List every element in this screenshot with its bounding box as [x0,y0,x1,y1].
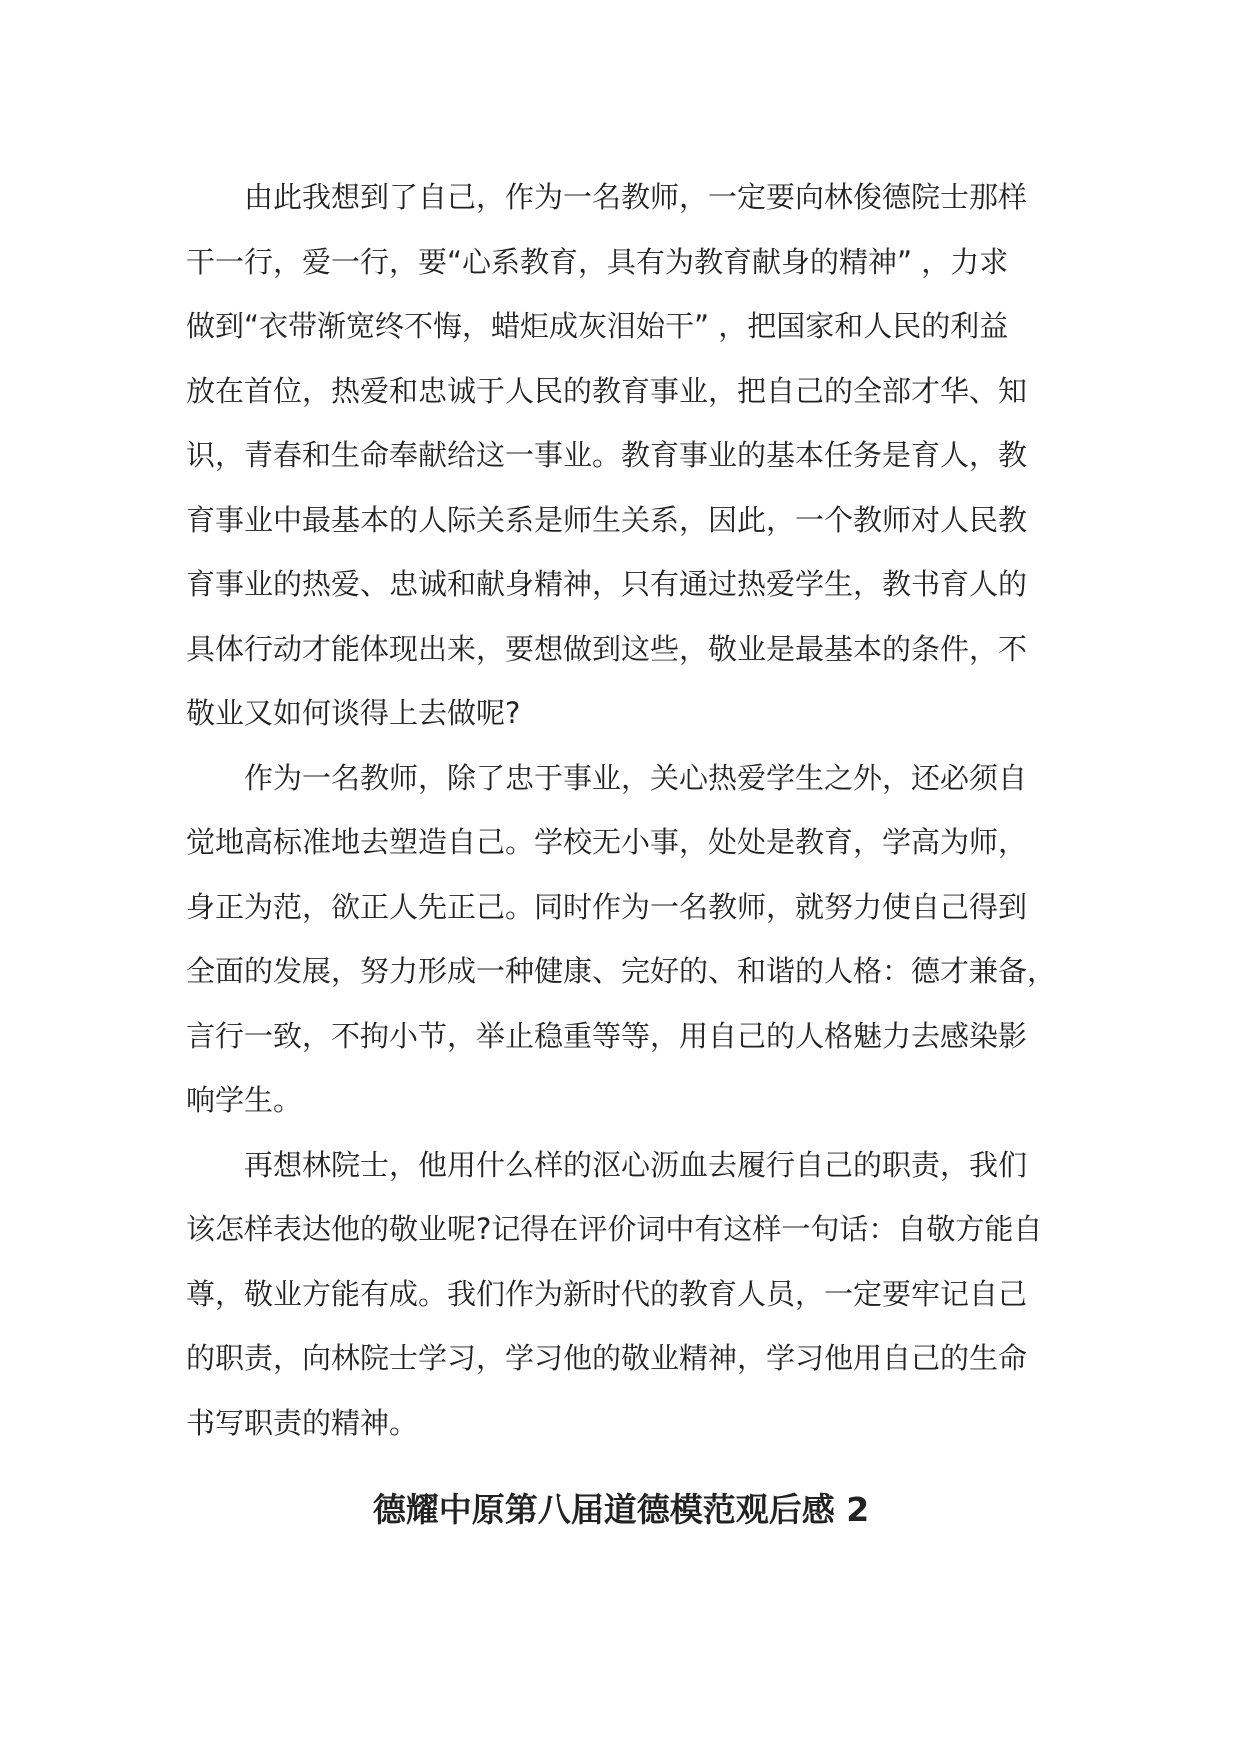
paragraph-line: 由此我想到了自己，作为一名教师，一定要向林俊德院士那样 [244,180,1028,214]
paragraph-line: 识，青春和生命奉献给这一事业。教育事业的基本任务是育人，教 [186,438,1028,472]
paragraph-line: 做到“衣带渐宽终不悔，蜡炬成灰泪始干” ，把国家和人民的利益 [186,309,1009,343]
paragraph-line: 觉地高标准地去塑造自己。学校无小事，处处是教育，学高为师， [186,825,1028,859]
paragraph-line: 书写职责的精神。 [186,1405,419,1440]
paragraph-2 [186,746,1056,1133]
paragraph-1 [186,165,1056,746]
paragraph-line: 尊，敬业方能有成。我们作为新时代的教育人员，一定要牢记自己 [186,1276,1028,1311]
paragraph-line: 身正为范，欲正人先正己。同时作为一名教师，就努力使自己得到 [186,889,1028,924]
paragraph-line: 言行一致，不拘小节，举止稳重等等，用自己的人格魅力去感染影 [186,1018,1028,1053]
section-heading: 德耀中原第八届道德模范观后感 2 [372,1490,870,1529]
paragraph-line: 响学生。 [186,1083,303,1117]
document-body [186,165,1056,1455]
paragraph-line: 放在首位，热爱和忠诚于人民的教育事业，把自己的全部才华、知 [186,373,1028,408]
paragraph-3 [186,1133,1056,1456]
paragraph-line: 全面的发展，努力形成一种健康、完好的、和谐的人格：德才兼备， [186,954,1057,988]
paragraph-line: 的职责，向林院士学习，学习他的敬业精神，学习他用自己的生命 [186,1341,1028,1375]
paragraph-line: 敬业又如何谈得上去做呢? [186,696,521,730]
paragraph-line: 再想林院士，他用什么样的沤心沥血去履行自己的职责，我们 [244,1147,1028,1182]
paragraph-line: 干一行，爱一行，要“心系教育，具有为教育献身的精神” ，力求 [186,244,1009,279]
paragraph-line: 作为一名教师，除了忠于事业，关心热爱学生之外，还必须自 [244,760,1028,795]
paragraph-line: 育事业中最基本的人际关系是师生关系，因此，一个教师对人民教 [186,502,1028,537]
paragraph-line: 具体行动才能体现出来，要想做到这些，敬业是最基本的条件，不 [186,631,1028,666]
paragraph-line: 育事业的热爱、忠诚和献身精神，只有通过热爱学生，教书育人的 [186,567,1028,601]
paragraph-line: 该怎样表达他的敬业呢?记得在评价词中有这样一句话：自敬方能自 [186,1212,1043,1246]
